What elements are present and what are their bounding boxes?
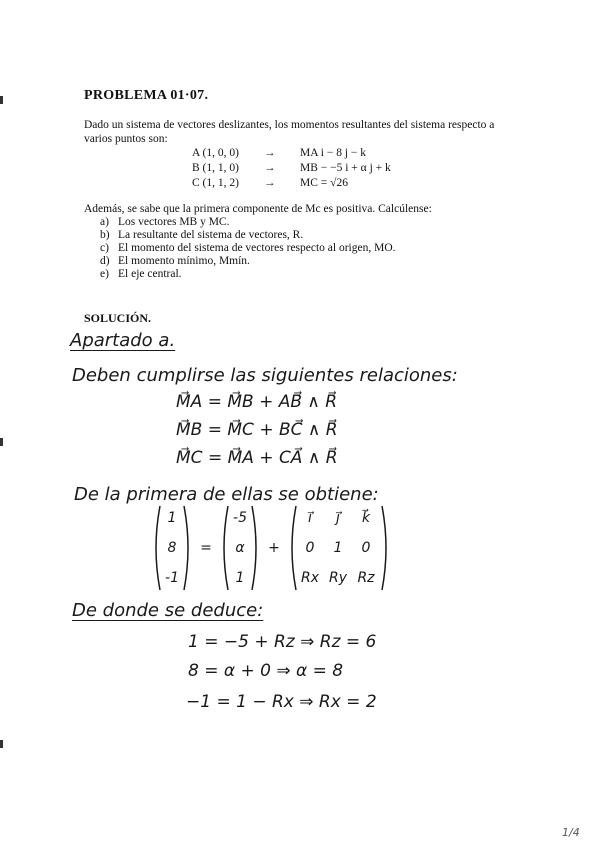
matrix-equation — [150, 502, 400, 594]
scan-mark — [0, 96, 3, 104]
list-item — [100, 229, 396, 242]
arrow: → — [264, 162, 276, 174]
item-text: El momento del sistema de vectores respecto al origen, MO. — [118, 242, 396, 254]
plus-sign: + — [268, 540, 280, 556]
list-item — [100, 216, 396, 229]
list-item — [100, 242, 396, 255]
equation: M⃗C = M⃗A + CA⃗ ∧ R⃗ — [176, 448, 338, 468]
det-cell: j⃗ — [336, 510, 340, 526]
list-item — [100, 255, 396, 268]
equation: M⃗A = M⃗B + AB⃗ ∧ R⃗ — [176, 392, 338, 412]
item-text: La resultante del sistema de vectores, R. — [118, 229, 304, 241]
moment-value: MA i − 8 j − k — [300, 147, 367, 159]
moments-table — [192, 146, 391, 191]
moment-row — [192, 176, 391, 191]
matrix-cell: 8 — [167, 540, 177, 556]
question-list — [100, 216, 396, 281]
problem-title: PROBLEMA 01·07. — [84, 88, 209, 103]
page-number: 1/4 — [562, 826, 580, 839]
point-label: A (1, 0, 0) — [192, 147, 239, 159]
result-line: 8 = α + 0 ⇒ α = 8 — [188, 661, 344, 681]
matrix-cell: -5 — [233, 510, 247, 526]
point-label: C (1, 1, 2) — [192, 177, 239, 189]
handwritten-line: De donde se deduce: — [72, 600, 264, 621]
matrix-cell: -1 — [165, 570, 179, 586]
result-line: 1 = −5 + Rz ⇒ Rz = 6 — [188, 632, 377, 652]
item-letter: c) — [100, 242, 109, 254]
scan-mark — [0, 438, 3, 446]
item-letter: b) — [100, 229, 110, 241]
moment-row — [192, 146, 391, 161]
item-text: El momento mínimo, Mmín. — [118, 255, 250, 267]
problem-extra: Además, se sabe que la primera componente de Mc es positiva. Calcúlense: — [84, 203, 432, 215]
det-cell: k⃗ — [361, 510, 371, 526]
arrow: → — [264, 147, 276, 159]
moment-row — [192, 161, 391, 176]
item-text: Los vectores MB y MC. — [118, 216, 230, 228]
det-cell: 1 — [333, 540, 343, 556]
item-text: El eje central. — [118, 268, 182, 280]
moment-value: MC = √26 — [300, 177, 348, 189]
det-cell: Rx — [300, 570, 320, 586]
moment-value: MB − −5 i + α j + k — [300, 162, 391, 174]
point-label: B (1, 1, 0) — [192, 162, 239, 174]
item-letter: d) — [100, 255, 110, 267]
handwritten-line: De la primera de ellas se obtiene: — [74, 484, 379, 505]
matrix-cell: 1 — [235, 570, 245, 586]
det-cell: i⃗ — [308, 510, 312, 526]
det-cell: 0 — [361, 540, 371, 556]
solution-heading: SOLUCIÓN. — [84, 311, 152, 325]
matrix-cell: α — [235, 540, 245, 556]
equals-sign: = — [200, 540, 212, 556]
item-letter: a) — [100, 216, 109, 228]
arrow: → — [264, 177, 276, 189]
handwritten-line: Deben cumplirse las siguientes relaciones: — [72, 365, 458, 386]
det-cell: Rz — [357, 570, 375, 586]
equation: M⃗B = M⃗C + BC⃗ ∧ R⃗ — [176, 420, 338, 440]
section-heading: Apartado a. — [70, 330, 176, 351]
result-line: −1 = 1 − Rx ⇒ Rx = 2 — [186, 692, 377, 712]
det-cell: 0 — [305, 540, 315, 556]
problem-intro: Dado un sistema de vectores deslizantes, los momentos resultantes del sistema respecto a varios puntos son: — [84, 119, 495, 145]
item-letter: e) — [100, 268, 109, 280]
det-cell: Ry — [328, 570, 348, 586]
list-item — [100, 268, 396, 281]
scan-mark — [0, 740, 3, 748]
matrix-cell: 1 — [167, 510, 177, 526]
